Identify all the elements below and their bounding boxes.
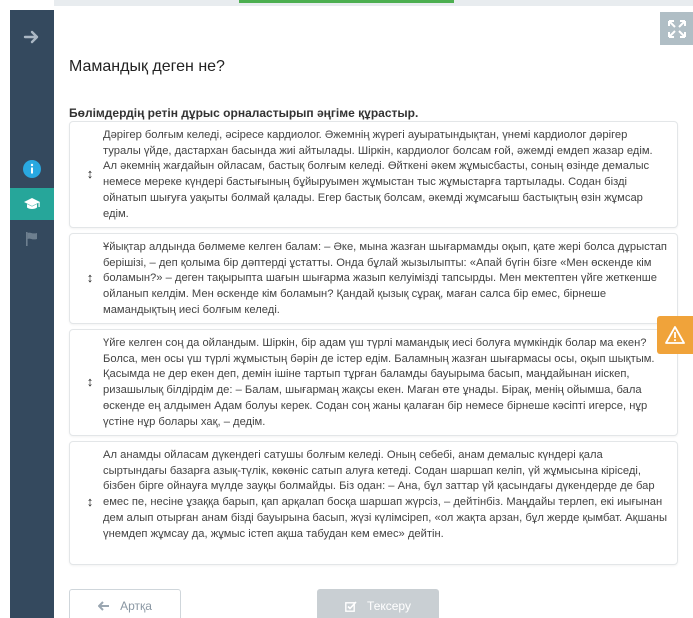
drag-handle-icon[interactable]: ↕ xyxy=(86,270,94,285)
sidebar-item-info[interactable] xyxy=(10,153,54,185)
card-text: Ұйықтар алдында бөлмеме келген балам: – Әке, мына жазған шығармамды оқып, қате жері болса дұрыстап берішізі, – деп қолыма бір дәптерді ұстатты. Онда бұлай жызылыпты: «Апай бүгін бізге «Мен өскенде кім боламын?» – деген тақырыпта шағын шығарма жазып келуімізді тапсырды. Мен мектептен үйге жеткенше ойланып келдім. Мен өскенде кім боламын? Қандай қызық сұрақ, маған салса бір емес, бірнеше мамандықтың иесі болғым келеді. xyxy=(103,241,667,316)
arrow-right-icon[interactable] xyxy=(21,28,43,50)
info-icon xyxy=(23,160,41,178)
task-instruction: Бөлімдердің ретін дұрыс орналастырып әңгіме құрастыр. xyxy=(69,106,419,120)
card-text: Ал анамды ойласам дүкендегі сатушы болғым келеді. Оның себебі, анам демалыс күндері қала сыртындағы базарға азық-түлік, көкөніс сатып алуға кетеді. Содан шаршап келіп, үй жұмысына кіріседі, бізбен бірге ойнауға мүлде зауқы болмайды. Біз одан: – Ана, бұл заттар үй қасындағы дүкендерде де бар емес пе, несіне ұзаққа барып, қап арқалап босқа шаршап жүрсіз, – дейтінбіз. Маңдайы терлеп, екі иығынан дем алып отырған анам бізді бауырына басып, жүзі күлімсіреп, «ол жақта арзан, бұл жерде қымбат. Ақшаны үнемдеп жұмсау да, жұмыс істеп ақша табудан кем емес» дейтін. xyxy=(103,449,667,540)
graduation-cap-icon xyxy=(23,197,41,211)
drag-handle-icon[interactable]: ↕ xyxy=(86,166,94,181)
report-problem-button[interactable] xyxy=(657,316,693,354)
back-button-label: Артқа xyxy=(120,599,152,613)
card-text: Дәрігер болғым келеді, әсіресе кардиолог. Әжемнің жүрегі ауыратындықтан, үнемі кардиолог дәрігер туралы үйде, дастархан басында жиі айтылады. Шіркін, кардиолог болсам ғой, әжемді емдеп жазар едім. Ал әкемнің жағдайын ойласам, бастық болғым келеді. Өйткені әкем жұмысбасты, соның өзінде демалыс немесе мереке күндері бастығының бұйыруымен жұмыстан тыс жұмыстарға тартылады. Содан бізді ойнатып шығуға уақыты болмай қалады. Егер бастық болсам, әкемді жұмсағыш бастықтың өзін жұмсар едім. xyxy=(103,129,653,220)
sidebar-item-flag[interactable] xyxy=(10,223,54,255)
card-text: Үйге келген соң да ойландым. Шіркін, бір адам үш түрлі мамандық иесі болуға мүмкіндік болар ма екен? Болса, мен осы үш түрлі жұмыстың бәрін де істер едім. Баламның жазған шығармасы осы, оқып шықтым. Қасымда не дер екен деп, демін ішіне тартып тұрған баламды бауырыма басып, маңдайынан иіскеп, ризашылық білдірдім де: – Балам, шығармаң жақсы екен. Маған өте ұнады. Бірақ, менің ойымша, бала өскенде ең алдымен Адам болуы керек. Содан соң жаны қалаған бір немесе бірнеше кәсіпті игерсе, нұр үстіне нұр болары хақ, – дедім. xyxy=(103,337,655,428)
progress-bar xyxy=(239,0,454,3)
page-title: Мамандық деген не? xyxy=(69,58,225,75)
expand-button[interactable] xyxy=(660,12,693,45)
sortable-card[interactable] xyxy=(69,329,678,436)
warning-icon xyxy=(665,326,685,344)
check-button[interactable] xyxy=(317,589,439,618)
sidebar xyxy=(10,10,54,618)
sortable-card[interactable] xyxy=(69,121,678,228)
back-button[interactable] xyxy=(69,589,181,618)
drag-handle-icon[interactable]: ↕ xyxy=(86,374,94,389)
expand-icon xyxy=(668,20,686,38)
check-square-icon xyxy=(345,601,357,612)
sortable-card[interactable] xyxy=(69,441,678,565)
check-button-label: Тексеру xyxy=(367,599,411,613)
sortable-card[interactable] xyxy=(69,233,678,324)
flag-icon xyxy=(24,231,40,247)
drag-handle-icon[interactable]: ↕ xyxy=(86,494,94,509)
arrow-left-icon xyxy=(98,601,110,611)
sidebar-item-lesson[interactable] xyxy=(10,188,54,220)
left-edge xyxy=(0,0,10,618)
